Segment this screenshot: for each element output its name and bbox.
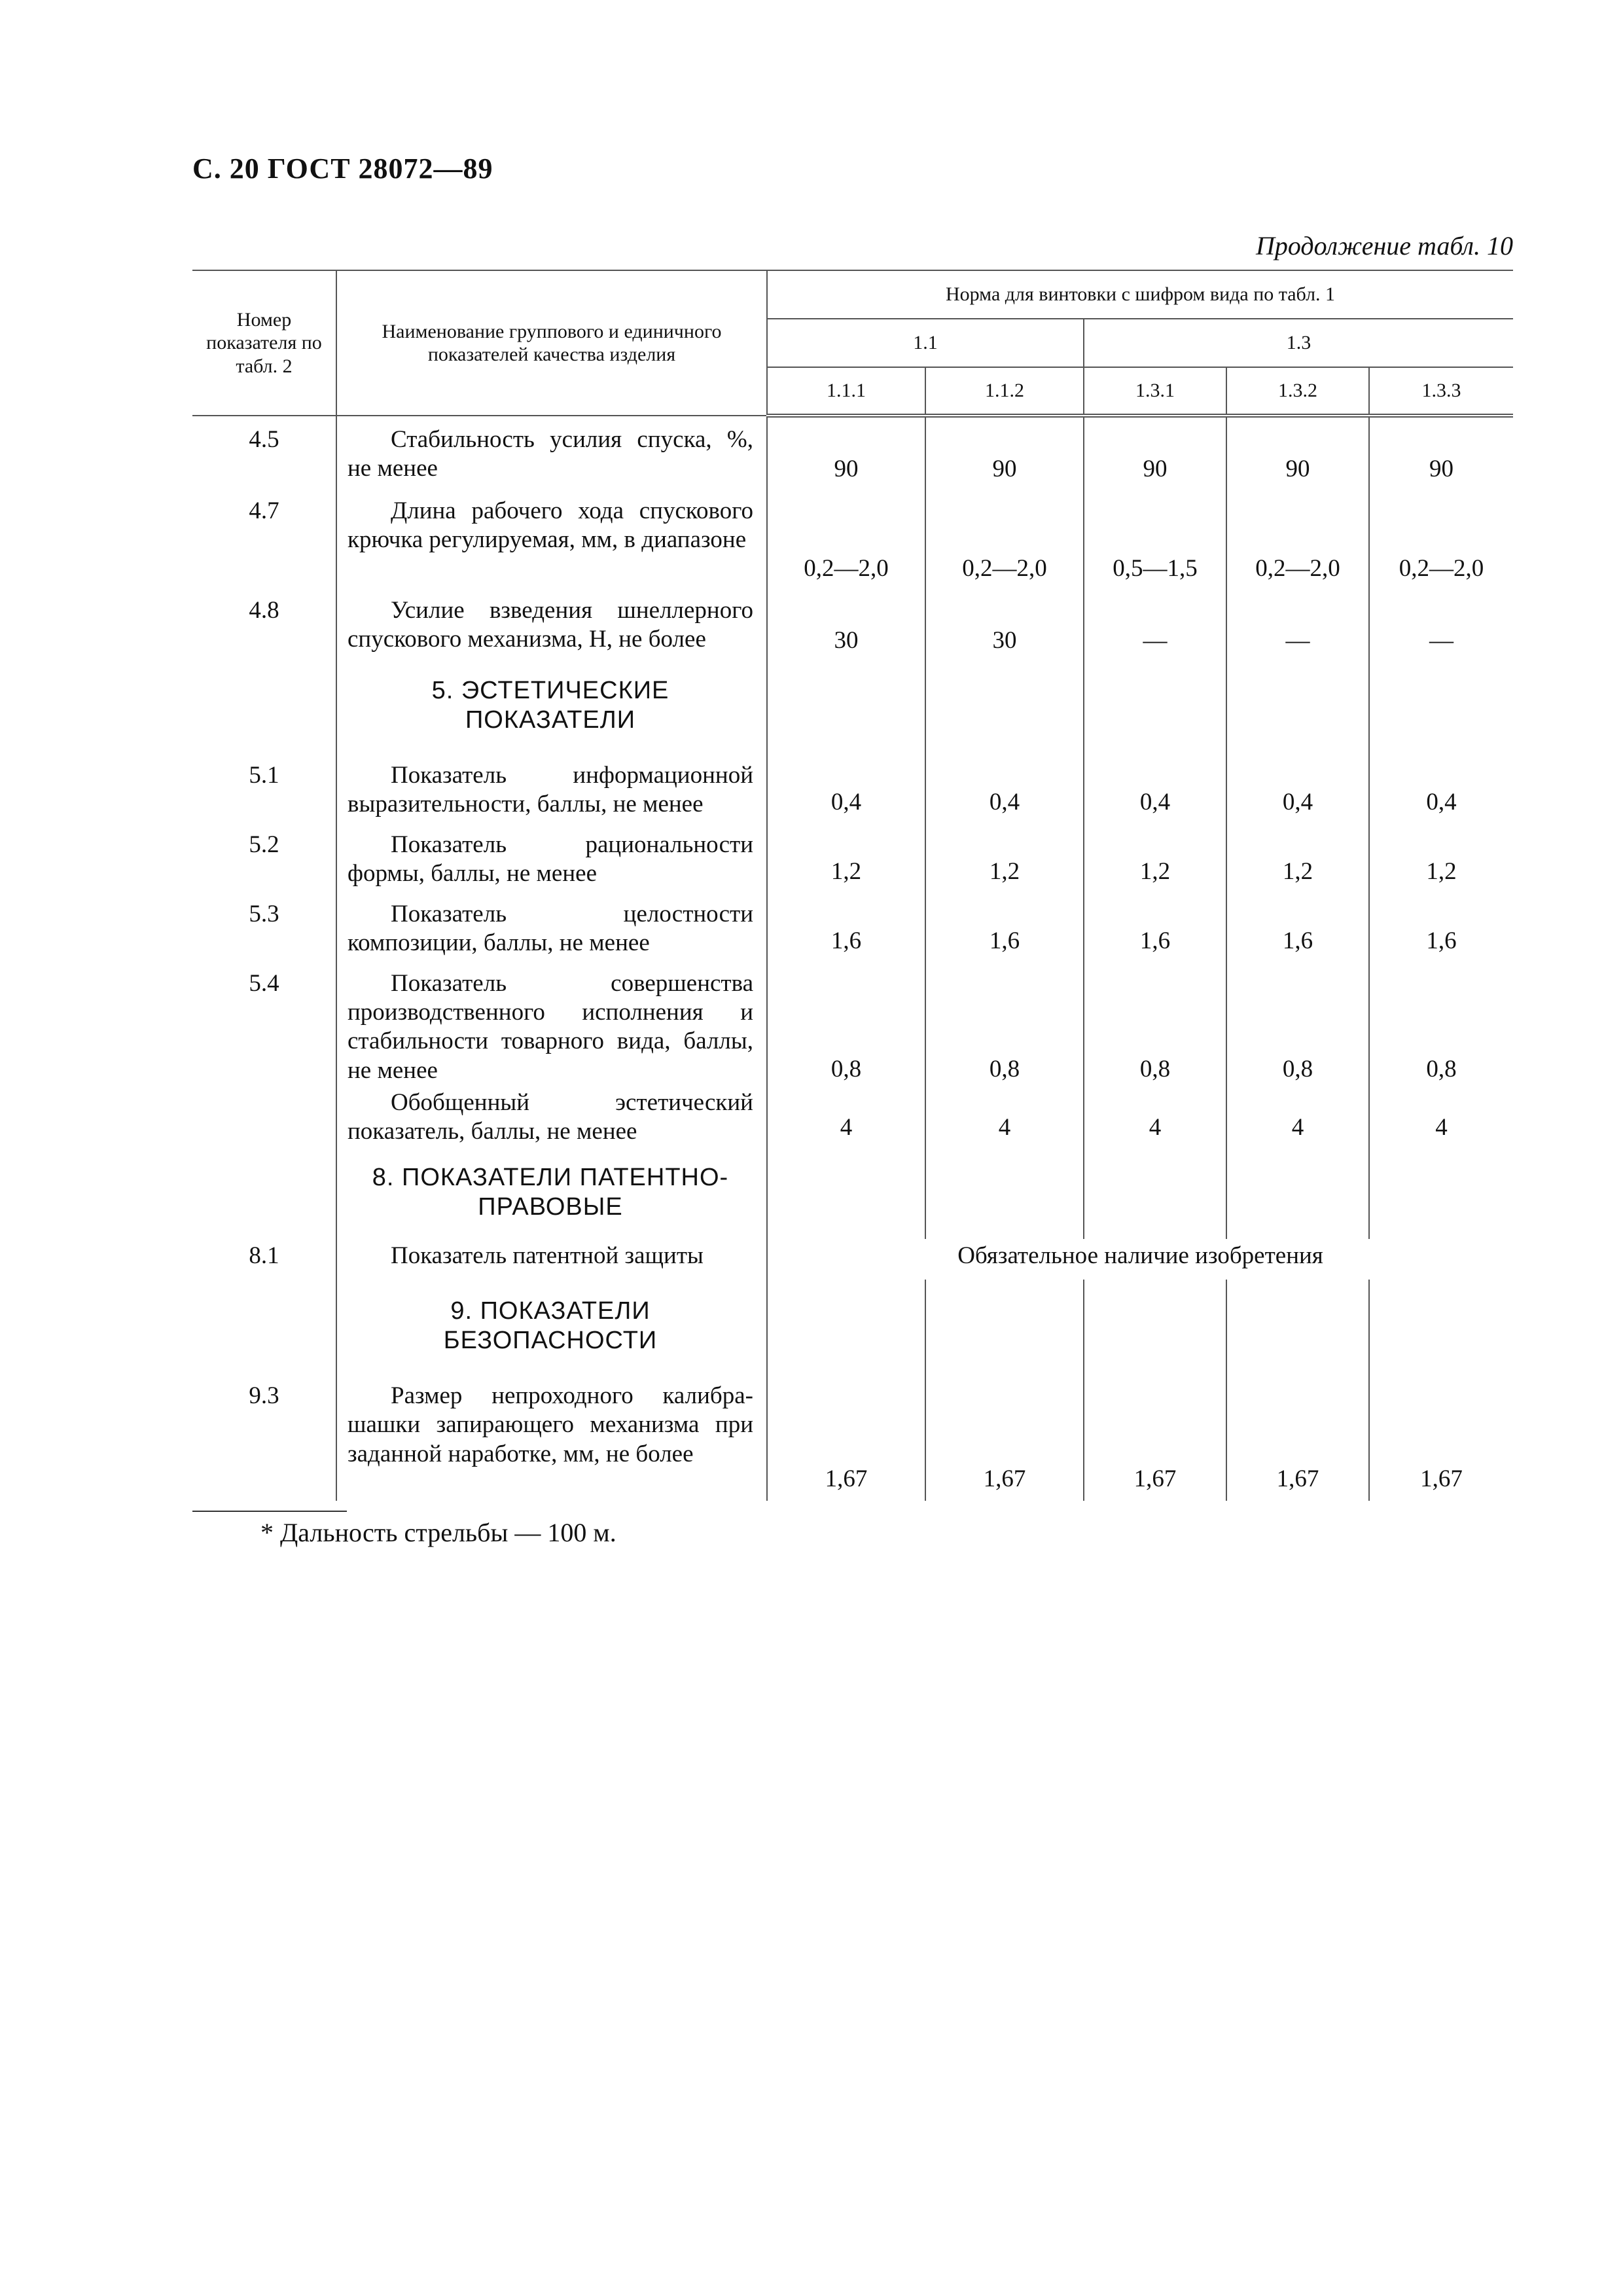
table-continuation-label: Продолжение табл. 10: [1255, 231, 1513, 260]
row-value: 1,2: [767, 821, 925, 891]
section-title: 5. ЭСТЕТИЧЕСКИЕ ПОКАЗАТЕЛИ: [336, 659, 767, 752]
header-subcode: 1.3.2: [1226, 367, 1369, 416]
footnote-divider: [192, 1511, 347, 1512]
row-name: Показатель патентной защиты: [336, 1239, 767, 1280]
row-value: 90: [767, 416, 925, 488]
row-value: 4: [1226, 1088, 1369, 1147]
row-number: 5.2: [192, 821, 336, 891]
row-value: 90: [925, 416, 1084, 488]
row-number: 5.3: [192, 891, 336, 960]
row-value: 0,2—2,0: [925, 488, 1084, 587]
header-group: 1.3: [1084, 319, 1513, 367]
row-value: 90: [1226, 416, 1369, 488]
row-value: 1,2: [1226, 821, 1369, 891]
row-number: 4.7: [192, 488, 336, 587]
row-name: Показатель совершенства производственного исполнения и стабильности товарного вида, баллы, не менее: [336, 960, 767, 1088]
row-value: 4: [1369, 1088, 1513, 1147]
row-value: 4: [767, 1088, 925, 1147]
row-value: 0,8: [1369, 960, 1513, 1088]
row-value: 4: [925, 1088, 1084, 1147]
header-subcode: 1.3.1: [1084, 367, 1226, 416]
header-norm: Норма для винтовки с шифром вида по табл. 1: [767, 270, 1513, 319]
table-row: [192, 960, 1513, 1088]
row-value: —: [1084, 587, 1226, 659]
row-value: 90: [1369, 416, 1513, 488]
row-name: Длина рабочего хода спускового крючка регулируемая, мм, в диапазоне: [336, 488, 767, 587]
row-value: 1,6: [925, 891, 1084, 960]
page-header: С. 20 ГОСТ 28072—89: [192, 152, 493, 185]
row-value: 0,8: [767, 960, 925, 1088]
row-value: 0,8: [1226, 960, 1369, 1088]
row-value: 1,67: [1084, 1372, 1226, 1501]
table-row: [192, 752, 1513, 821]
row-value: 0,8: [925, 960, 1084, 1088]
row-value: 1,2: [1084, 821, 1226, 891]
row-value: 0,4: [1369, 752, 1513, 821]
row-number: 4.5: [192, 416, 336, 488]
row-number: 9.3: [192, 1372, 336, 1501]
row-name: Усилие взведения шнеллерного спускового механизма, Н, не более: [336, 587, 767, 659]
row-value: 0,2—2,0: [767, 488, 925, 587]
row-value: 1,6: [1226, 891, 1369, 960]
merged-value: Обязательное наличие изобретения: [767, 1239, 1513, 1280]
row-number: 5.4: [192, 960, 336, 1088]
row-value: 0,2—2,0: [1226, 488, 1369, 587]
header-group: 1.1: [767, 319, 1084, 367]
row-name: Стабильность усилия спуска, %, не менее: [336, 416, 767, 488]
row-name: Размер непроходного калибра-шашки запирающего механизма при заданной наработке, мм, не более: [336, 1372, 767, 1501]
section-title: 8. ПОКАЗАТЕЛИ ПАТЕНТНО-ПРАВОВЫЕ: [336, 1146, 767, 1239]
table-row: [192, 1239, 1513, 1280]
row-value: —: [1226, 587, 1369, 659]
section-row: [192, 659, 1513, 752]
header-number: Номер показателя по табл. 2: [192, 270, 336, 416]
row-value: 0,4: [1226, 752, 1369, 821]
row-value: 1,2: [925, 821, 1084, 891]
row-name: Показатель целостности композиции, баллы, не менее: [336, 891, 767, 960]
row-value: 0,4: [925, 752, 1084, 821]
row-value: 30: [925, 587, 1084, 659]
table-row: [192, 891, 1513, 960]
row-value: 1,67: [925, 1372, 1084, 1501]
header-subcode: 1.1.1: [767, 367, 925, 416]
row-value: 1,2: [1369, 821, 1513, 891]
table-row: [192, 1372, 1513, 1501]
row-name: Показатель информационной выразительности, баллы, не менее: [336, 752, 767, 821]
section-row: [192, 1146, 1513, 1239]
table-row: [192, 416, 1513, 488]
section-row: [192, 1280, 1513, 1372]
row-value: 1,6: [1369, 891, 1513, 960]
row-value: —: [1369, 587, 1513, 659]
header-subcode: 1.3.3: [1369, 367, 1513, 416]
table-row: [192, 587, 1513, 659]
section-title: 9. ПОКАЗАТЕЛИ БЕЗОПАСНОСТИ: [336, 1280, 767, 1372]
row-value: 1,6: [1084, 891, 1226, 960]
row-value: 0,4: [1084, 752, 1226, 821]
row-value: 0,8: [1084, 960, 1226, 1088]
row-value: 1,67: [767, 1372, 925, 1501]
row-name: Показатель рациональности формы, баллы, не менее: [336, 821, 767, 891]
row-number: 4.8: [192, 587, 336, 659]
row-value: 1,6: [767, 891, 925, 960]
row-number: 8.1: [192, 1239, 336, 1280]
row-value: 1,67: [1226, 1372, 1369, 1501]
footnote: * Дальность стрельбы — 100 м.: [260, 1518, 616, 1547]
row-value: 0,2—2,0: [1369, 488, 1513, 587]
header-name: Наименование группового и единичного показателей качества изделия: [336, 270, 767, 416]
quality-indicators-table: [192, 270, 1513, 1501]
row-name: Обобщенный эстетический показатель, баллы, не менее: [336, 1088, 767, 1147]
table-row: [192, 821, 1513, 891]
row-number: 5.1: [192, 752, 336, 821]
row-value: 0,4: [767, 752, 925, 821]
row-value: 90: [1084, 416, 1226, 488]
row-value: 0,5—1,5: [1084, 488, 1226, 587]
row-value: 4: [1084, 1088, 1226, 1147]
row-number: [192, 1088, 336, 1147]
row-value: 1,67: [1369, 1372, 1513, 1501]
header-subcode: 1.1.2: [925, 367, 1084, 416]
row-value: 30: [767, 587, 925, 659]
table-row: [192, 488, 1513, 587]
table-row: [192, 1088, 1513, 1147]
